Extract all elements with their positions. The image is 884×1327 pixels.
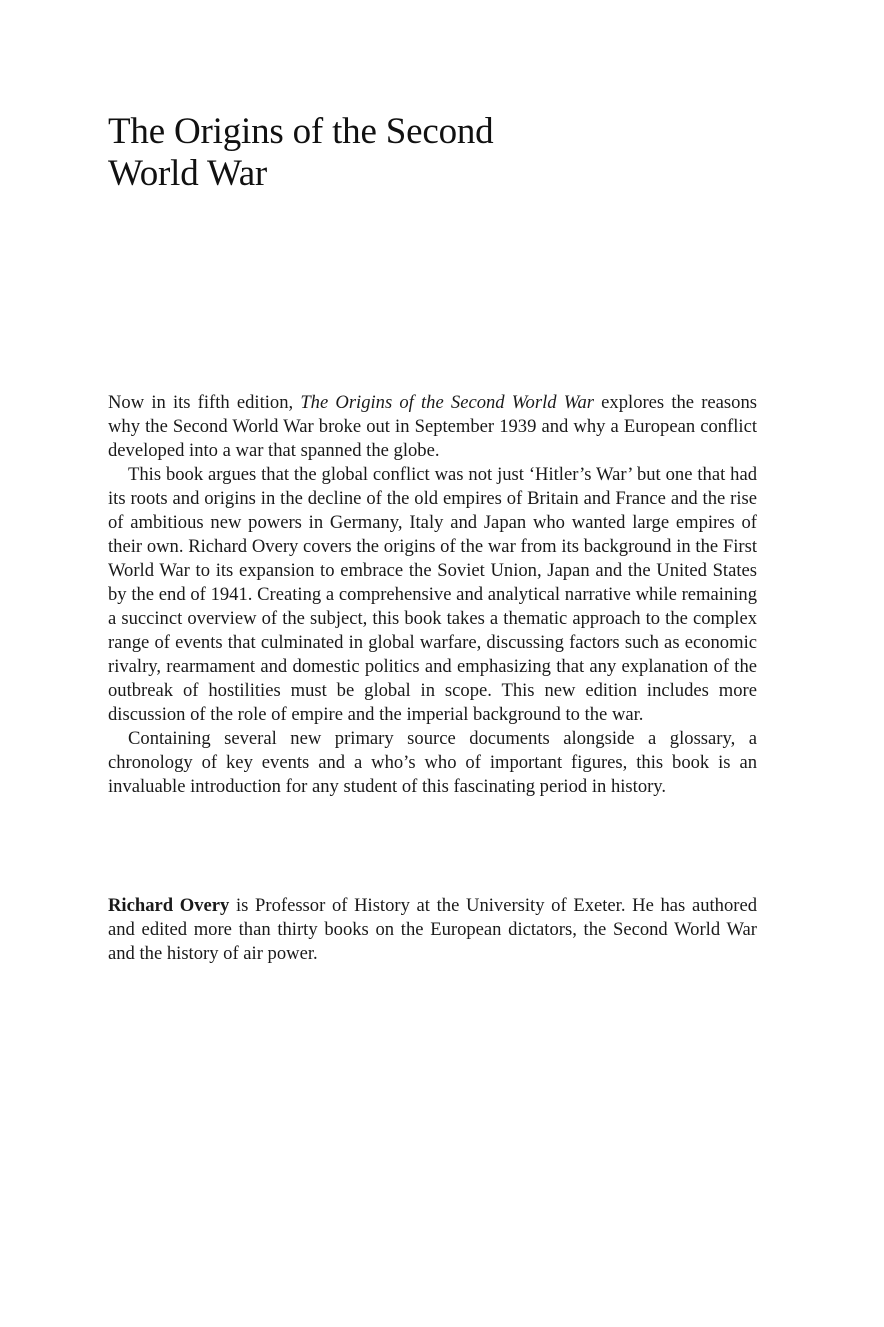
description-paragraph-3: Containing several new primary source documents alongside a glossary, a chronology of key events and a who’s who of important figures, this book is an invaluable introduction for any student of this fascinating period in history.: [108, 728, 757, 797]
book-title-line-2: World War: [108, 153, 268, 194]
author-bio-text: is Professor of History at the University of Exeter. He has authored and edited more than thirty books on the European dictators, the Second World War and the history of air power.: [108, 895, 757, 964]
description-paragraph-1-rest: explores the reasons why the Second World War broke out in September 1939 and why a European conflict developed into a war that spanned the globe.: [108, 392, 757, 461]
description-paragraph-1: [108, 391, 757, 463]
description-book-title-italic: The Origins of the Second World War: [300, 392, 595, 413]
book-title-line-1: The Origins of the Second: [108, 111, 494, 152]
book-description: [108, 391, 757, 799]
description-paragraph-1-lead: Now in its fifth edition,: [108, 392, 301, 413]
book-title: [108, 111, 708, 195]
description-paragraph-2: This book argues that the global conflict was not just ‘Hitler’s War’ but one that had its roots and origins in the decline of the old empires of Britain and France and the rise of ambitious new powers in Germany, Italy and Japan who wanted large empires of their own. Richard Overy covers the origins of the war from its background in the First World War to its expansion to embrace the Soviet Union, Japan and the United States by the end of 1941. Creating a comprehensive and analytical narrative while remaining a succinct overview of the subject, this book takes a thematic approach to the complex range of events that culminated in global warfare, discussing factors such as economic rivalry, rearmament and domestic politics and emphasizing that any explanation of the outbreak of hostilities must be global in scope. This new edition includes more discussion of the role of empire and the imperial background to the war.: [108, 464, 757, 725]
author-bio: [108, 894, 757, 966]
author-name: Richard Overy: [108, 895, 230, 916]
